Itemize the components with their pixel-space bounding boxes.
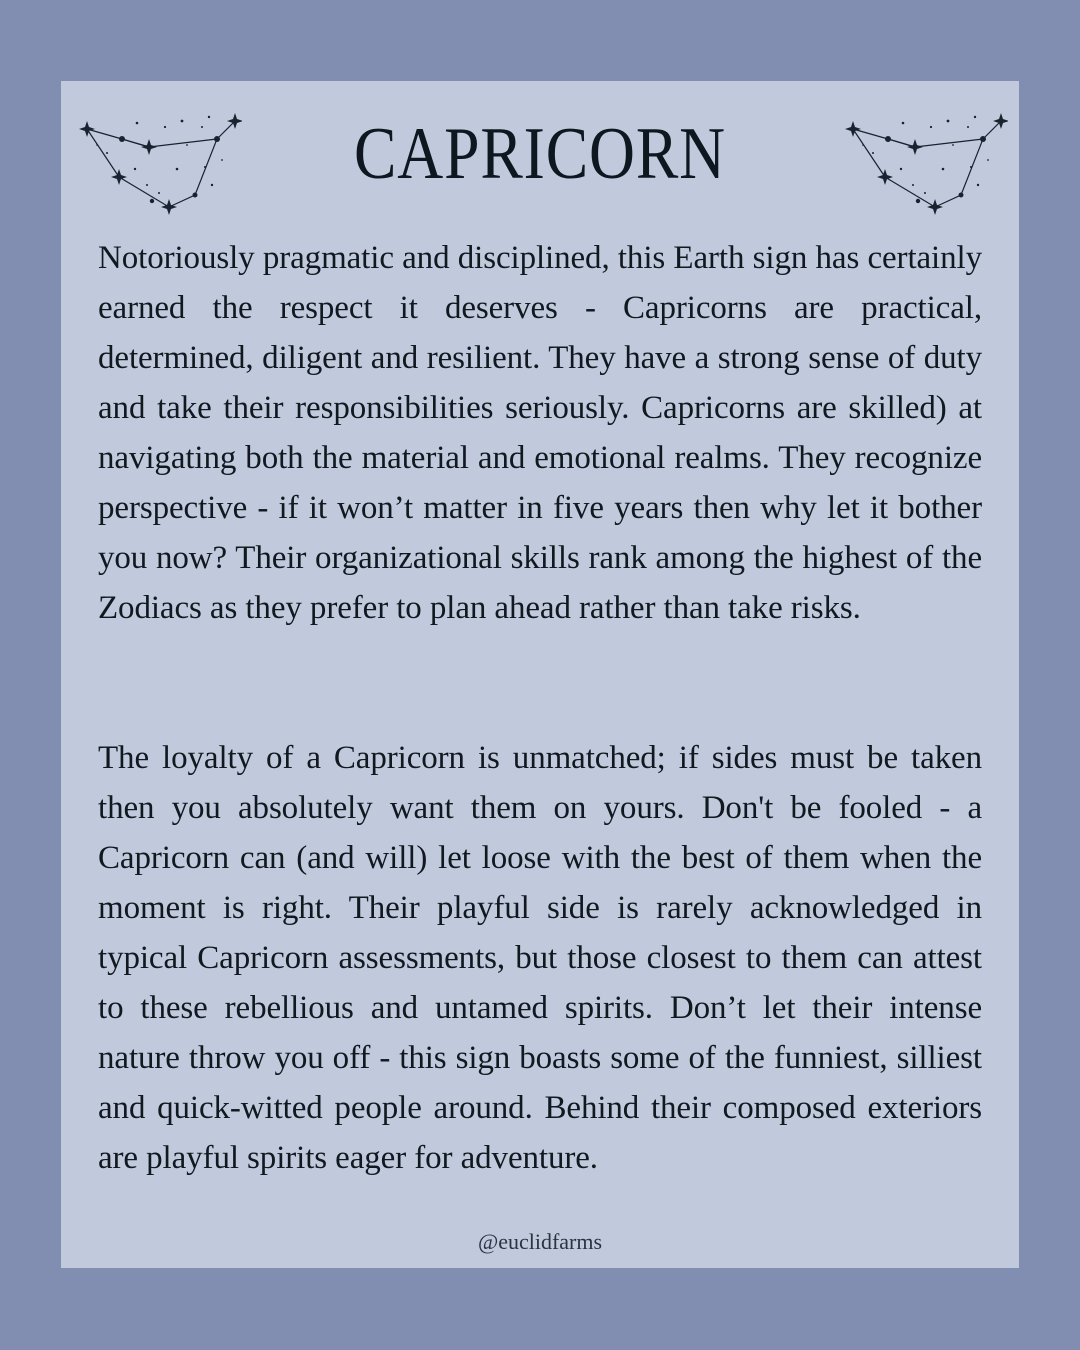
social-handle: @euclidfarms <box>477 1229 603 1254</box>
paragraph-traits: Notoriously pragmatic and disciplined, this Earth sign has certainly earned the respect it deserves - Capricorns are practical, determined, diligent and resilient. They have a strong sense of duty and take their responsibilities seriously. Capricorns are skilled) at navigating both the material and emotional realms. They recognize perspective - if it won’t matter in five years then why let it bother you now? Their organizational skills rank among the highest of the Zodiacs as they prefer to plan ahead rather than take risks. <box>98 240 982 626</box>
paragraph-loyalty: The loyalty of a Capricorn is unmatched; if sides must be taken then you absolutely want them on yours. Don't be fooled - a Capricorn can (and will) let loose with the best of them when the moment is right. Their playful side is rarely acknowledged in typical Capricorn assessments, but those closest to them can attest to these rebellious and untamed spirits. Don’t let their intense nature throw you off - this sign boasts some of the funniest, silliest and quick-witted people around. Behind their composed exteriors are playful spirits eager for adventure. <box>98 740 982 1176</box>
info-card <box>61 81 1019 1268</box>
page-title: CAPRICORN <box>353 113 727 195</box>
capricorn-constellation-icon <box>843 105 1008 215</box>
